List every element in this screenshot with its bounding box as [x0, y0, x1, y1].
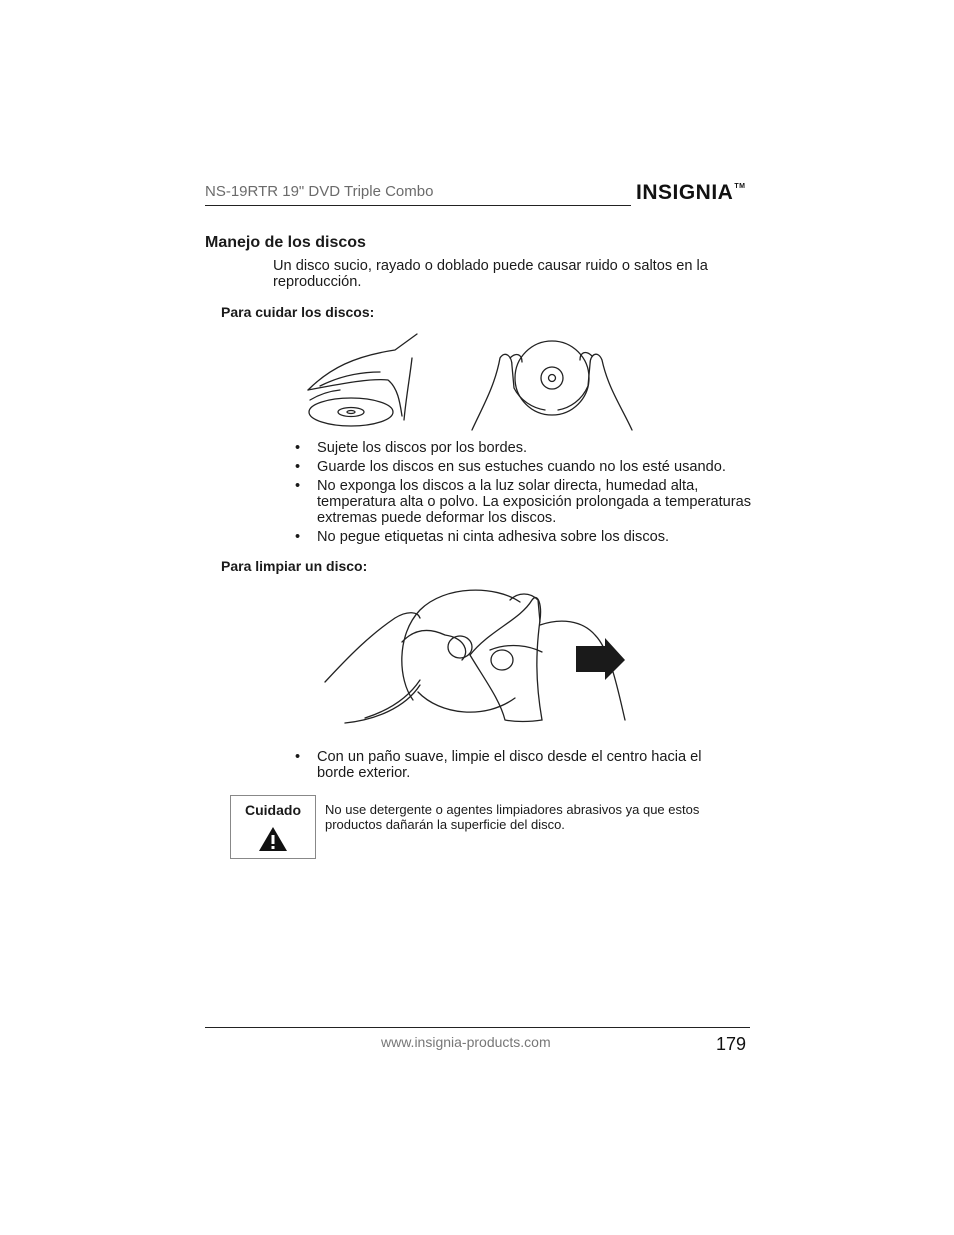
bullet-text: Sujete los discos por los bordes. [317, 440, 528, 456]
disc-handling-illustration [300, 328, 640, 438]
bullet-text: Guarde los discos en sus estuches cuando no los esté usando. [317, 459, 726, 475]
list-item [295, 440, 765, 456]
bullet-icon: • [295, 478, 301, 494]
logo-text: INSIGNIA [636, 181, 734, 204]
bullet-text: No pegue etiquetas ni cinta adhesiva sobre los discos. [317, 529, 670, 545]
section-intro: Un disco sucio, rayado o doblado puede causar ruido o saltos en la reproducción. [273, 258, 708, 290]
caution-text: No use detergente o agentes limpiadores abrasivos ya que estos productos dañarán la superficie del disco. [325, 802, 700, 832]
caution-box [230, 795, 316, 859]
header-divider [205, 205, 631, 206]
arrow-right-icon [576, 638, 625, 680]
care-bullet-list [295, 440, 765, 548]
hands-holding-disc-drawing [472, 341, 632, 430]
list-item [295, 749, 765, 781]
header-title: NS-19RTR 19" DVD Triple Combo [205, 183, 434, 200]
clean-heading: Para limpiar un disco: [221, 558, 368, 574]
footer-url: www.insignia-products.com [381, 1034, 551, 1050]
bullet-text: Con un paño suave, limpie el disco desde el centro hacia el borde exterior. [317, 749, 702, 781]
clean-bullet-list [295, 749, 765, 784]
list-item [295, 459, 765, 475]
caution-label: Cuidado [245, 802, 301, 818]
bullet-icon: • [295, 529, 301, 545]
cleaning-hands-drawing [325, 590, 625, 723]
care-heading: Para cuidar los discos: [221, 304, 375, 320]
bullet-icon: • [295, 459, 301, 475]
footer-divider [205, 1027, 750, 1028]
insignia-logo [636, 181, 745, 205]
warning-triangle-icon [258, 826, 288, 852]
hand-on-disc-drawing [308, 334, 417, 426]
bullet-icon: • [295, 440, 301, 456]
list-item [295, 529, 765, 545]
disc-cleaning-illustration [320, 580, 635, 745]
bullet-text: No exponga los discos a la luz solar directa, humedad alta, temperatura alta o polvo. La exposición prolongada a temperaturas extremas puede deformar los discos. [317, 478, 752, 526]
list-item [295, 478, 765, 526]
bullet-icon: • [295, 749, 301, 765]
page-number: 179 [716, 1034, 747, 1054]
logo-trademark: TM [734, 183, 746, 190]
section-title: Manejo de los discos [205, 234, 366, 251]
